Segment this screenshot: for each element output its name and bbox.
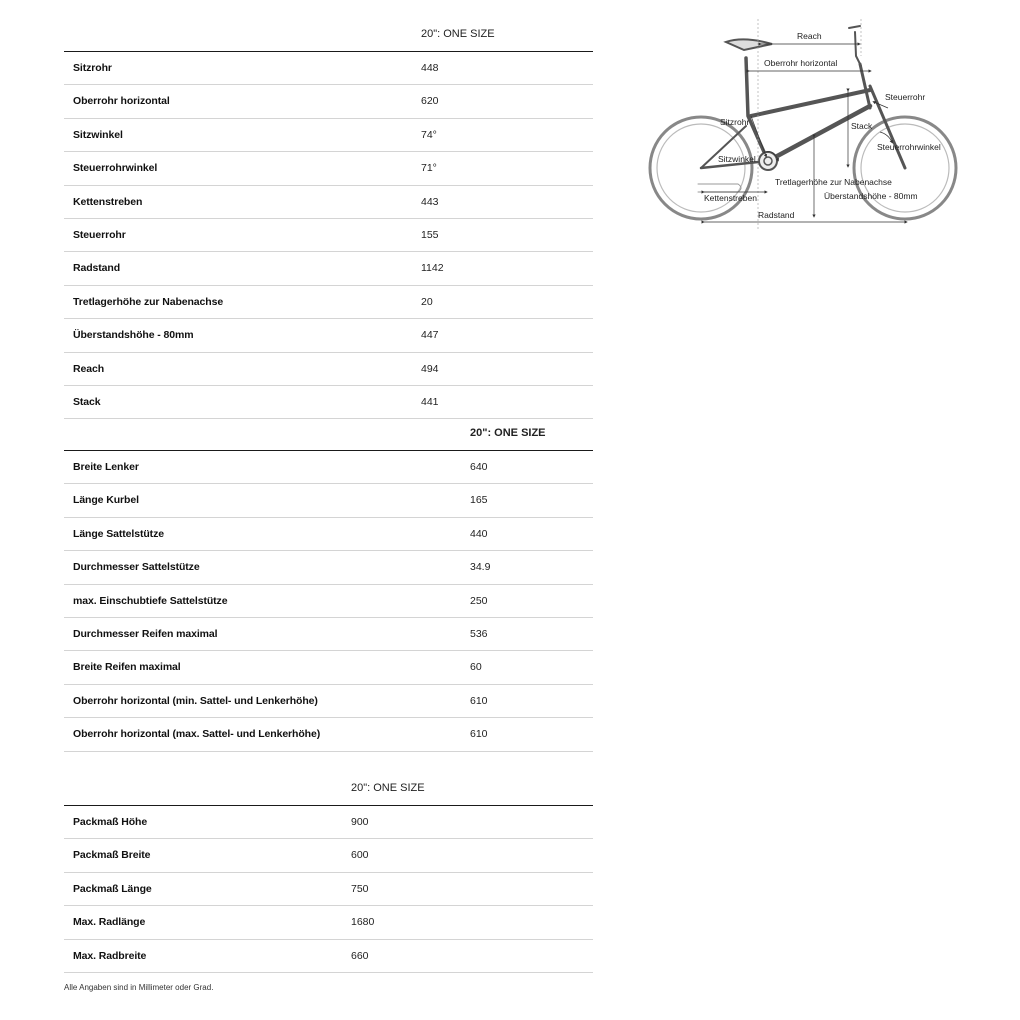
- table-row: [64, 518, 593, 551]
- row-label: Steuerrohrwinkel: [73, 162, 158, 175]
- row-label: Länge Kurbel: [73, 494, 139, 507]
- size-header-label: 20": ONE SIZE: [470, 427, 546, 439]
- geometry-table: [64, 24, 593, 419]
- row-label: Max. Radlänge: [73, 916, 146, 929]
- size-header-label: 20": ONE SIZE: [351, 782, 425, 794]
- table-row: [64, 186, 593, 219]
- row-value: 34.9: [470, 561, 491, 574]
- row-value: 1142: [421, 262, 444, 275]
- row-value: 155: [421, 228, 439, 241]
- row-value: 620: [421, 95, 439, 108]
- row-value: 165: [470, 494, 488, 507]
- row-value: 660: [351, 949, 369, 962]
- row-value: 71°: [421, 162, 437, 175]
- table-row: [64, 585, 593, 618]
- table-row: [64, 252, 593, 285]
- table-row: [64, 718, 593, 751]
- table-row: [64, 319, 593, 352]
- row-value: 447: [421, 329, 439, 342]
- row-value: 1680: [351, 916, 375, 929]
- table-row: [64, 152, 593, 185]
- row-value: 60: [470, 661, 482, 674]
- row-value: 250: [470, 594, 488, 607]
- table-row: [64, 119, 593, 152]
- size-header-label: 20": ONE SIZE: [421, 28, 495, 40]
- row-value: 610: [470, 694, 488, 707]
- table-row: [64, 906, 593, 939]
- components-size-header: [64, 423, 593, 443]
- table-row: [64, 940, 593, 973]
- row-label: Tretlagerhöhe zur Nabenachse: [73, 295, 224, 308]
- row-label: Länge Sattelstütze: [73, 527, 164, 540]
- row-value: 74°: [421, 128, 437, 141]
- row-label: Packmaß Höhe: [73, 816, 148, 828]
- row-label: Packmaß Länge: [73, 882, 152, 895]
- geometry-size-header: [64, 24, 593, 44]
- ueberstand-label: Überstandshöhe - 80mm: [824, 191, 918, 201]
- table-row: [64, 353, 593, 386]
- row-label: Packmaß Breite: [73, 849, 151, 862]
- table-row: [64, 286, 593, 319]
- row-label: Oberrohr horizontal (min. Sattel- und Lenkerhöhe): [73, 694, 318, 707]
- row-value: 600: [351, 849, 369, 862]
- stack-label: Stack: [851, 121, 873, 131]
- packing-size-header: [64, 778, 593, 798]
- row-label: Reach: [73, 362, 105, 375]
- row-value: 536: [470, 627, 488, 640]
- row-label: Breite Lenker: [73, 461, 139, 473]
- row-value: 443: [421, 195, 439, 208]
- table-row: [64, 806, 593, 839]
- table-row: [64, 219, 593, 252]
- steuerrohr-label: Steuerrohr: [885, 92, 926, 102]
- row-label: Radstand: [73, 262, 121, 275]
- table-row: [64, 551, 593, 584]
- row-value: 610: [470, 728, 488, 741]
- sitzwinkel-label: Sitzwinkel: [718, 154, 756, 164]
- row-label: Durchmesser Reifen maximal: [73, 627, 218, 640]
- table-row: [64, 85, 593, 118]
- reach-label: Reach: [797, 31, 822, 41]
- row-value: 440: [470, 527, 488, 540]
- tretlager-label: Tretlagerhöhe zur Nabenachse: [775, 177, 892, 187]
- row-value: 900: [351, 816, 369, 828]
- table-row: [64, 386, 593, 419]
- table-row: [64, 839, 593, 872]
- row-label: Steuerrohr: [73, 228, 126, 241]
- radstand-label: Radstand: [758, 210, 795, 220]
- footnote: Alle Angaben sind in Millimeter oder Grad.: [64, 983, 214, 992]
- geometry-rows: [64, 52, 593, 419]
- row-label: Oberrohr horizontal: [73, 95, 170, 108]
- sitzrohr-label: Sitzrohr: [720, 117, 750, 127]
- row-label: Sitzwinkel: [73, 128, 123, 141]
- row-label: Oberrohr horizontal (max. Sattel- und Lenkerhöhe): [73, 728, 321, 741]
- table-row: [64, 873, 593, 906]
- row-label: Überstandshöhe - 80mm: [73, 329, 194, 342]
- bike-frame-icon: [698, 26, 905, 192]
- components-rows: [64, 451, 593, 752]
- row-label: Max. Radbreite: [73, 949, 147, 962]
- oberrohr-label: Oberrohr horizontal: [764, 58, 838, 68]
- row-label: Breite Reifen maximal: [73, 661, 181, 674]
- packing-rows: [64, 806, 593, 973]
- row-value: 448: [421, 62, 439, 74]
- table-row: [64, 618, 593, 651]
- row-label: Durchmesser Sattelstütze: [73, 561, 200, 574]
- steuerrohrwinkel-label: Steuerrohrwinkel: [877, 142, 941, 152]
- row-label: max. Einschubtiefe Sattelstütze: [73, 594, 228, 607]
- row-value: 750: [351, 882, 369, 895]
- row-value: 20: [421, 295, 433, 308]
- row-value: 441: [421, 395, 439, 408]
- row-label: Kettenstreben: [73, 195, 143, 208]
- packing-table: [64, 778, 593, 973]
- row-label: Stack: [73, 395, 101, 408]
- bike-geometry-diagram: [648, 16, 960, 231]
- row-value: 640: [470, 461, 488, 473]
- components-table: [64, 423, 593, 752]
- kettenstreben-label: Kettenstreben: [704, 193, 757, 203]
- table-row: [64, 52, 593, 85]
- table-row: [64, 484, 593, 517]
- table-row: [64, 451, 593, 484]
- row-label: Sitzrohr: [73, 62, 112, 74]
- row-value: 494: [421, 362, 439, 375]
- table-row: [64, 685, 593, 718]
- table-row: [64, 651, 593, 684]
